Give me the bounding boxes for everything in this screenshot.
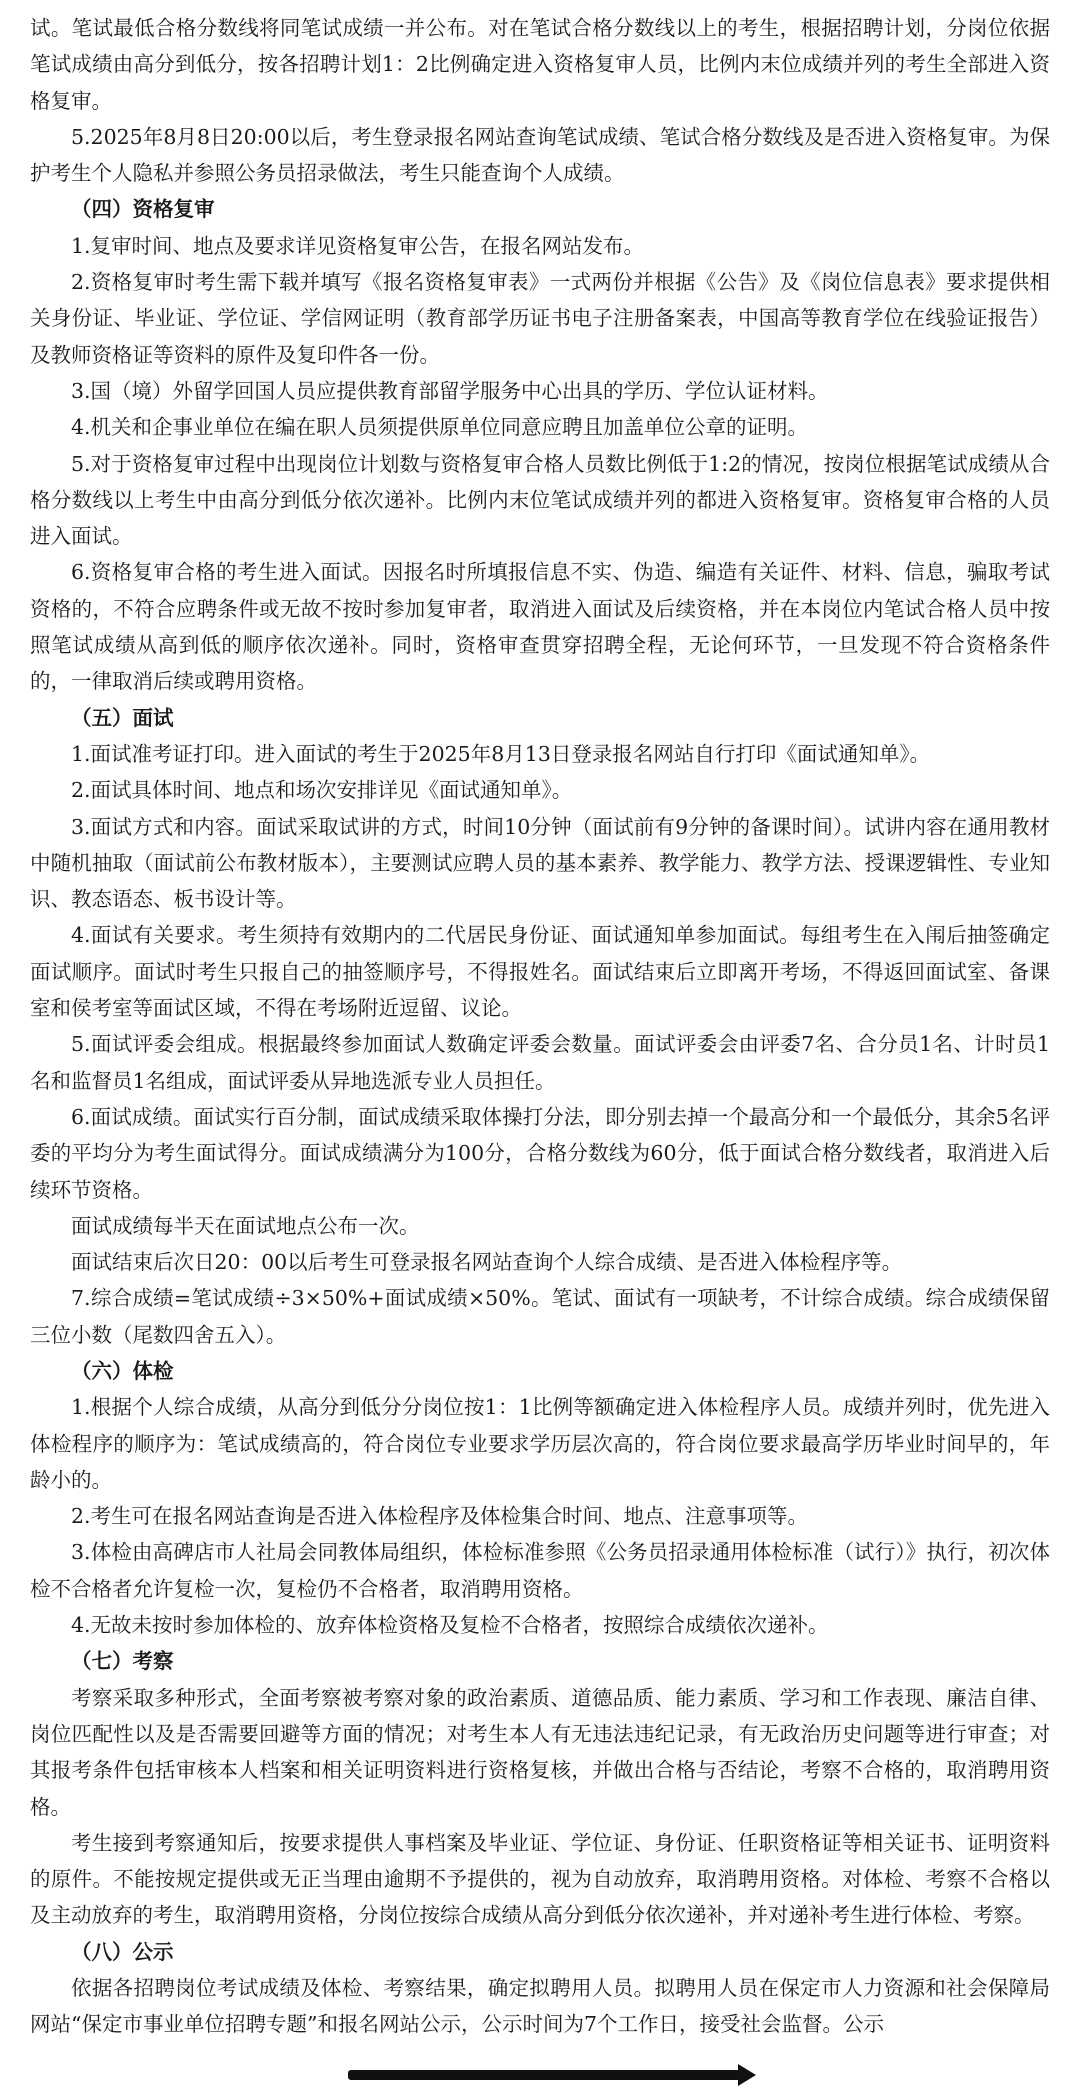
paragraph: 5.2025年8月8日20:00以后，考生登录报名网站查询笔试成绩、笔试合格分数线及是否进入资格复审。为保护考生个人隐私并参照公务员招录做法，考生只能查询个人成绩。 xyxy=(30,124,1050,186)
paragraph: 考察采取多种形式，全面考察被考察对象的政治素质、道德品质、能力素质、学习和工作表现、廉洁自律、岗位匹配性以及是否需要回避等方面的情况；对考生本人有无违法违纪记录，有无政治历史问题等进行审查；对其报考条件包括审核本人档案和相关证明资料进行资格复核，并做出合格与否结论，考察不合格的，取消聘用资格。 xyxy=(30,1685,1050,1819)
paragraph: 2.资格复审时考生需下载并填写《报名资格复审表》一式两份并根据《公告》及《岗位信息表》要求提供相关身份证、毕业证、学位证、学信网证明（教育部学历证书电子注册备案表，中国高等教育学位在线验证报告）及教师资格证等资料的原件及复印件各一份。 xyxy=(30,270,1050,367)
section-heading: （七）考察 xyxy=(71,1649,174,1674)
paragraph: 1.复审时间、地点及要求详见资格复审公告，在报名网站发布。 xyxy=(71,233,645,258)
paragraph: 依据各招聘岗位考试成绩及体检、考察结果，确定拟聘用人员。拟聘用人员在保定市人力资源和社会保障局网站“保定市事业单位招聘专题”和报名网站公示，公示时间为7个工作日，接受社会监督。公示 xyxy=(30,1976,1050,2037)
paragraph: 1.面试准考证打印。进入面试的考生于2025年8月13日登录报名网站自行打印《面试通知单》。 xyxy=(71,741,931,766)
redaction-mark xyxy=(348,2070,740,2080)
paragraph: 2.考生可在报名网站查询是否进入体检程序及体检集合时间、地点、注意事项等。 xyxy=(71,1504,809,1529)
paragraph: 2.面试具体时间、地点和场次安排详见《面试通知单》。 xyxy=(71,778,573,803)
paragraph: 考生接到考察通知后，按要求提供人事档案及毕业证、学位证、身份证、任职资格证等相关证书、证明资料的原件。不能按规定提供或无正当理由逾期不予提供的，视为自动放弃，取消聘用资格。对体检、考察不合格以及主动放弃的考生，取消聘用资格，分岗位按综合成绩从高分到低分依次递补，并对递补考生进行体检、考察。 xyxy=(30,1830,1050,1928)
paragraph: 5.面试评委会组成。根据最终参加面试人数确定评委会数量。面试评委会由评委7名、合分员1名、计时员1名和监督员1名组成，面试评委从异地选派专业人员担任。 xyxy=(30,1032,1050,1093)
paragraph: 5.对于资格复审过程中出现岗位计划数与资格复审合格人员数比例低于1:2的情况，按岗位根据笔试成绩从合格分数线以上考生中由高分到低分依次递补。比例内末位笔试成绩并列的都进入资格复审。资格复审合格的人员进入面试。 xyxy=(30,451,1050,549)
paragraph: 1.根据个人综合成绩，从高分到低分分岗位按1：1比例等额确定进入体检程序人员。成绩并列时，优先进入体检程序的顺序为：笔试成绩高的，符合岗位专业要求学历层次高的，符合岗位要求最高学历毕业时间早的，年龄小的。 xyxy=(30,1395,1050,1492)
paragraph: 面试成绩每半天在面试地点公布一次。 xyxy=(71,1213,420,1238)
section-heading: （五）面试 xyxy=(71,705,174,730)
section-heading: （六）体检 xyxy=(71,1358,174,1383)
paragraph: 6.资格复审合格的考生进入面试。因报名时所填报信息不实、伪造、编造有关证件、材料、信息，骗取考试资格的，不符合应聘条件或无故不按时参加复审者，取消进入面试及后续资格，并在本岗位内笔试合格人员中按照笔试成绩从高到低的顺序依次递补。同时，资格审查贯穿招聘全程，无论何环节，一旦发现不符合资格条件的，一律取消后续或聘用资格。 xyxy=(30,560,1050,694)
paragraph: 3.面试方式和内容。面试采取试讲的方式，时间10分钟（面试前有9分钟的备课时间）。试讲内容在通用教材中随机抽取（面试前公布教材版本），主要测试应聘人员的基本素养、教学能力、教学方法、授课逻辑性、专业知识、教态语态、板书设计等。 xyxy=(30,814,1050,912)
section-heading: （四）资格复审 xyxy=(71,197,215,222)
paragraph: 3.体检由高碑店市人社局会同教体局组织，体检标准参照《公务员招录通用体检标准（试行）》执行，初次体检不合格者允许复检一次，复检仍不合格者，取消聘用资格。 xyxy=(30,1540,1050,1601)
paragraph: 4.机关和企事业单位在编在职人员须提供原单位同意应聘且加盖单位公章的证明。 xyxy=(71,415,809,440)
paragraph: 4.无故未按时参加体检的、放弃体检资格及复检不合格者，按照综合成绩依次递补。 xyxy=(71,1613,829,1638)
section-heading: （八）公示 xyxy=(71,1939,174,1964)
paragraph: 6.面试成绩。面试实行百分制，面试成绩采取体操打分法，即分别去掉一个最高分和一个最低分，其余5名评委的平均分为考生面试得分。面试成绩满分为100分，合格分数线为60分，低于面试合格分数线者，取消进入后续环节资格。 xyxy=(30,1104,1050,1202)
paragraph: 面试结束后次日20：00以后考生可登录报名网站查询个人综合成绩、是否进入体检程序等。 xyxy=(71,1250,903,1275)
paragraph: 试。笔试最低合格分数线将同笔试成绩一并公布。对在笔试合格分数线以上的考生，根据招聘计划，分岗位依据笔试成绩由高分到低分，按各招聘计划1：2比例确定进入资格复审人员，比例内末位成绩并列的考生全部进入资格复审。 xyxy=(30,16,1050,113)
paragraph: 4.面试有关要求。考生须持有效期内的二代居民身份证、面试通知单参加面试。每组考生在入闱后抽签确定面试顺序。面试时考生只报自己的抽签顺序号，不得报姓名。面试结束后立即离开考场，不得返回面试室、备课室和侯考室等面试区域，不得在考场附近逗留、议论。 xyxy=(30,923,1050,1021)
paragraph: 3.国（境）外留学回国人员应提供教育部留学服务中心出具的学历、学位认证材料。 xyxy=(71,378,829,403)
redaction-arrow-icon xyxy=(738,2064,756,2086)
paragraph: 7.综合成绩=笔试成绩÷3×50%+面试成绩×50%。笔试、面试有一项缺考，不计综合成绩。综合成绩保留三位小数（尾数四舍五入）。 xyxy=(30,1286,1050,1347)
